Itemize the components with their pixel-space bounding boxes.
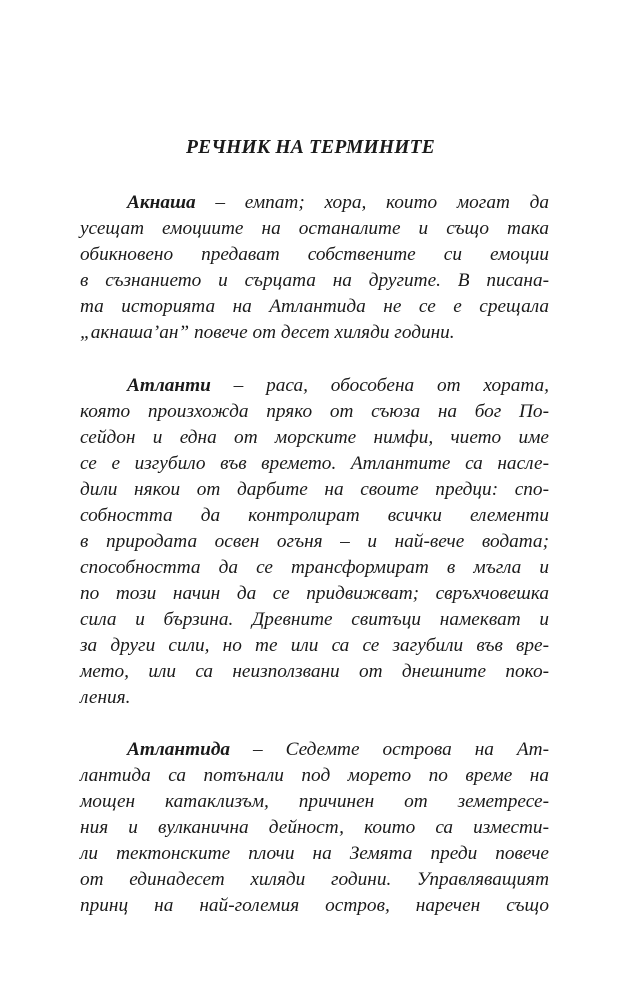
entry-line: принц на най-големия остров, наречен също	[80, 895, 549, 916]
entry-line: която произхожда пряко от съюза на бог По-	[80, 401, 549, 422]
page-title: РЕЧНИК НА ТЕРМИНИТЕ	[186, 137, 435, 158]
entry-line: ния и вулканична дейност, които са измести-	[80, 817, 549, 838]
entry-line: от единадесет хиляди години. Управляващият	[80, 869, 549, 890]
entry-akhasha-line-1: Акнаша – емпат; хора, които могат да	[127, 192, 549, 213]
entry-term: Атланти	[127, 375, 211, 396]
entry-line: сейдон и една от морските нимфи, чието име	[80, 427, 549, 448]
entry-line: за други сили, но те или са се загубили във вре-	[80, 635, 549, 656]
entry-line: ления.	[80, 687, 131, 708]
entry-line: се е изгубило във времето. Атлантите са насле-	[80, 453, 549, 474]
entry-line: усещат емоциите на останалите и също така	[80, 218, 549, 239]
entry-line: мощен катаклизъм, причинен от земетресе-	[80, 791, 549, 812]
entry-term: Акнаша	[127, 192, 196, 213]
entry-line: в съзнанието и сърцата на другите. В писана-	[80, 270, 549, 291]
entry-atlantida-line-1: Атлантида – Седемте острова на Ат-	[127, 739, 549, 760]
entry-line: в природата освен огъня – и най-вече водата;	[80, 531, 549, 552]
entry-line: „акнаша’ан” повече от десет хиляди години.	[80, 322, 455, 343]
entry-line: ли тектонските плочи на Земята преди повече	[80, 843, 549, 864]
entry-line: дили някои от дарбите на своите предци: спо-	[80, 479, 549, 500]
entry-line: сила и бързина. Древните свитъци намекват и	[80, 609, 549, 630]
entry-term: Атлантида	[127, 739, 231, 760]
entry-line: собността да контролират всички елементи	[80, 505, 549, 526]
entry-line: по този начин да се придвижват; свръхчовешка	[80, 583, 549, 604]
entry-line: способността да се трансформират в мъгла и	[80, 557, 549, 578]
entry-line: та историята на Атлантида не се е срещала	[80, 296, 549, 317]
entry-line: обикновено предават собствените си емоции	[80, 244, 549, 265]
entry-atlanti-line-1: Атланти – раса, обособена от хората,	[127, 375, 549, 396]
entry-line: мето, или са неизползвани от днешните поко-	[80, 661, 549, 682]
entry-line: лантида са потънали под морето по време на	[80, 765, 549, 786]
